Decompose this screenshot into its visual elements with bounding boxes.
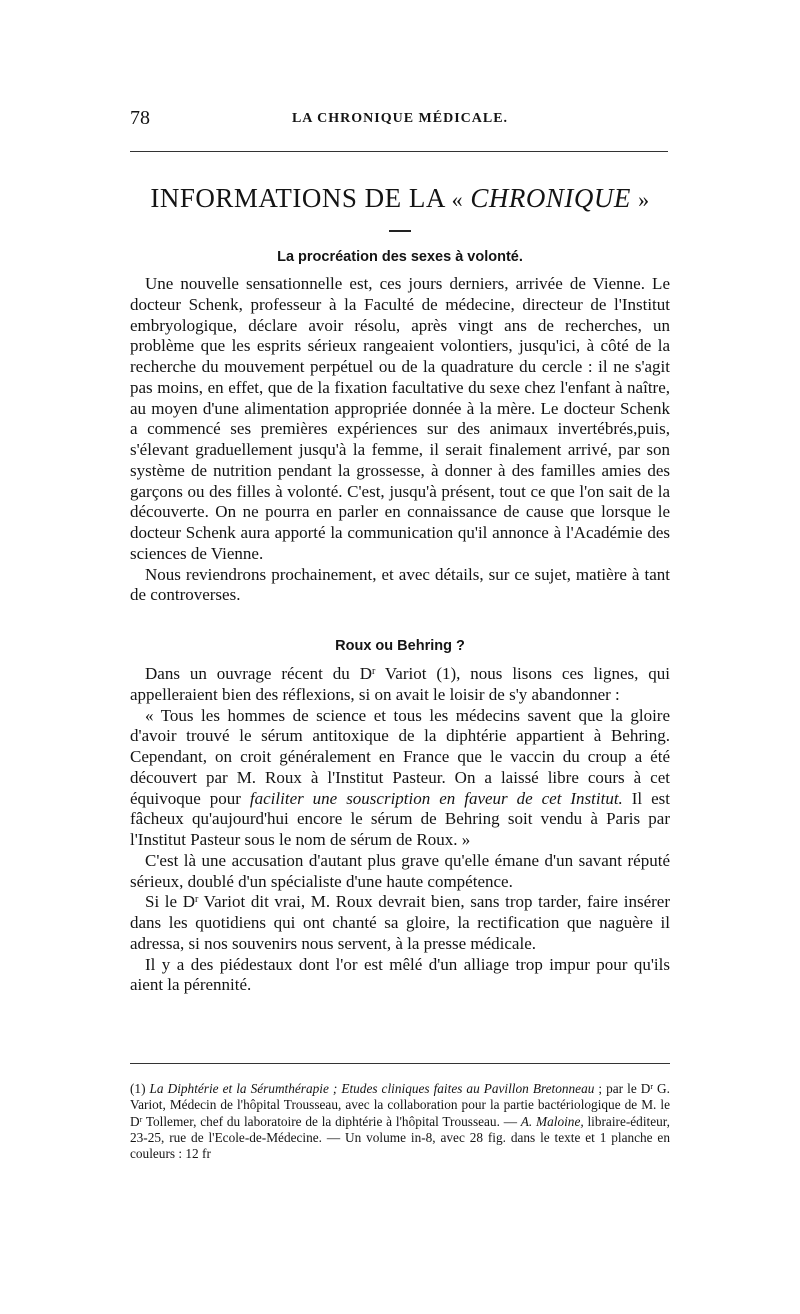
section-heading-quote-close: » xyxy=(638,187,650,212)
article-title-roux-behring: Roux ou Behring ? xyxy=(335,638,465,654)
footnote-book-title: La Diphtérie et la Sérumthérapie ; Etudes cliniques faites au Pavillon Bretonneau xyxy=(149,1081,595,1096)
quoted-paragraph: « Tous les hommes de science et tous les médecins savent que la gloire d'avoir trouvé le sérum antitoxique de la diphtérie appartient à Behring. Cependant, on croit généralement en France que le vaccin du croup a été découvert par M. Roux à l'Institut Pasteur. On a laissé libre cours à cet équivoque pour faciliter une souscription en faveur de cet Institut. Il est fâcheux qu'aujourd'hui encore le sérum de Behring soit vendu à Paris par l'Institut Pasteur sous le nom de sérum de Roux. » xyxy=(130,705,670,849)
section-heading xyxy=(0,183,800,214)
article-paragraph: C'est là une accusation d'autant plus grave qu'elle émane d'un savant réputé sérieux, doublé d'un spécialiste d'une haute compétence. xyxy=(130,850,670,891)
article-paragraph: Une nouvelle sensationnelle est, ces jours derniers, arrivée de Vienne. Le docteur Schenk, professeur à la Faculté de médecine, directeur de l'Institut embryologique, déclare avoir résolu, après vingt ans de recherches, un problème que les esprits sérieux rangeaient volontiers, jusqu'ici, à côté de la recherche du mouvement perpétuel ou de la quadrature du cercle : il ne s'agit pas moins, en effet, que de la fixation facultative du sexe chez l'enfant à naître, au moyen d'une alimentation appropriée donnée à la mère. Le docteur Schenk a commencé ses premières expériences sur des animaux invertébrés,puis, s'élevant graduellement jusqu'à la femme, il serait finalement arrivé, par son système de nutrition pendant la grossesse, à donner à des familles amies des garçons ou des filles à volonté. C'est, jusqu'à présent, tout ce que l'on sait de la découverte. On ne pourra en parler en connaissance de cause que lorsque le docteur Schenk aura apporté la communication qu'il annonce à l'Académie des sciences de Vienne. xyxy=(130,274,670,563)
article-body-procreation xyxy=(130,274,670,606)
article-body-roux-behring xyxy=(130,664,670,996)
footnote-publisher: A. Maloine, xyxy=(520,1113,584,1129)
footnote: (1) La Diphtérie et la Sérumthérapie ; Etudes cliniques faites au Pavillon Bretonneau ; par le $D^r$ G. Variot, Médecin de l'hôpital Trousseau, avec la collaboration pour la partie bactériologique de M. le $D^r$ Tollemer, chef du laboratoire de la diphtérie à l'hôpital Trousseau. — A. Maloine, libraire-éditeur, 23-25, rue de l'Ecole-de-Médecine. — Un volume in-8, avec 28 fig. dans le texte et 1 planche en couleurs : 12 fr xyxy=(130,1081,670,1162)
article-paragraph: Il y a des piédestaux dont l'or est mêlé d'un alliage trop impur pour qu'ils aient la pérennité. xyxy=(130,954,670,995)
superscript: r xyxy=(195,894,199,906)
article-paragraph: Si le $D^r$ Variot dit vrai, M. Roux devrait bien, sans trop tarder, faire insérer dans les quotidiens qui ont chanté sa gloire, la rectification que naguère il adressa, si nos souvenirs nous servent, à la presse médicale. xyxy=(130,892,670,953)
header-rule xyxy=(130,151,668,152)
running-head xyxy=(130,107,670,131)
superscript: r xyxy=(650,1082,654,1091)
page-number: 78 xyxy=(130,107,150,129)
heading-dash xyxy=(389,230,411,232)
footnote-marker: (1) xyxy=(130,1081,150,1096)
article-paragraph: Nous reviendrons prochainement, et avec détails, sur ce sujet, matière à tant de controverses. xyxy=(130,564,670,605)
superscript: r xyxy=(371,666,376,677)
article-paragraph: Dans un ouvrage récent du $D^r$ Variot (1), nous lisons ces lignes, qui appelleraient bien des réflexions, si on avait le loisir de s'y abandonner : xyxy=(130,664,670,704)
journal-title: LA CHRONIQUE MÉDICALE. xyxy=(291,111,509,126)
section-heading-quote-open: « xyxy=(451,187,464,212)
italic-phrase: faciliter une souscription en faveur de cet Institut. xyxy=(249,788,623,808)
section-heading-italic: CHRONIQUE xyxy=(470,183,631,213)
article-title-procreation: La procréation des sexes à volonté. xyxy=(277,249,523,265)
section-heading-prefix: INFORMATIONS DE LA xyxy=(150,183,445,213)
superscript: r xyxy=(139,1114,143,1124)
footnote-rule xyxy=(130,1063,670,1064)
